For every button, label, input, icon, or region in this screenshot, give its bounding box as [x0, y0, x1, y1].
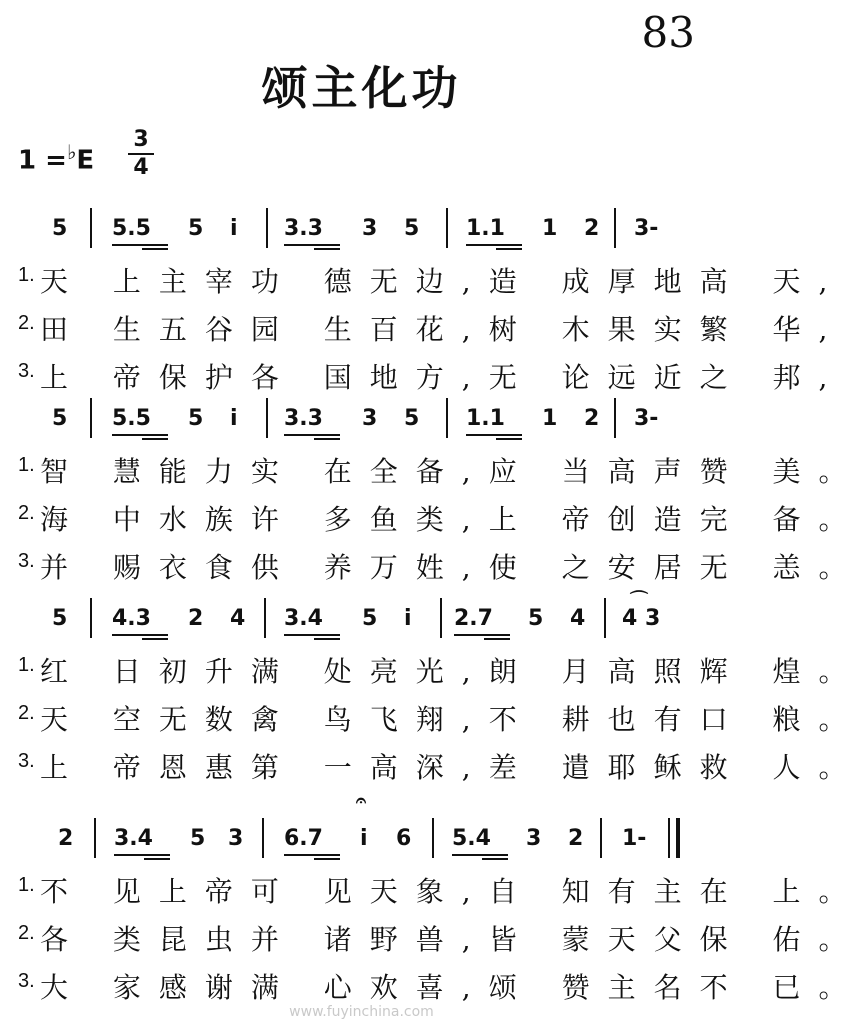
notation-row	[0, 398, 723, 446]
note: 3.3	[284, 216, 323, 241]
tie-mark: ⌒	[630, 590, 648, 611]
lyric-line	[0, 866, 865, 914]
lyric-text: 大 家感谢满 心欢喜,颂 赞主名不 已。	[40, 971, 865, 1004]
lyric-line	[0, 352, 846, 400]
note: 5	[52, 606, 68, 631]
lyric-line	[0, 304, 846, 352]
note: i	[230, 216, 238, 241]
note: 4	[230, 606, 246, 631]
verse-number: 1.	[18, 654, 35, 676]
music-system	[0, 790, 865, 1010]
lyric-line	[0, 494, 865, 542]
music-system	[0, 398, 865, 590]
note: 3.4	[284, 606, 323, 631]
note: 1	[542, 216, 558, 241]
lyric-text: 上 帝保护各 国地方,无 论远近之 邦,	[40, 361, 846, 394]
verse-number: 2.	[18, 922, 35, 944]
verse-number: 1.	[18, 874, 35, 896]
fermata-icon: 𝄐	[356, 790, 367, 811]
lyric-text: 天 空无数禽 鸟飞翔,不 耕也有口 粮。	[40, 703, 865, 736]
notation-row	[0, 590, 723, 646]
lyric-text: 天 上主宰功 德无边,造 成厚地高 天,	[40, 265, 846, 298]
note: 5.5	[112, 406, 151, 431]
key-prefix: 1 =	[18, 145, 67, 176]
verse-number: 1.	[18, 454, 35, 476]
note: 3	[228, 826, 244, 851]
notation-row	[0, 790, 723, 866]
note: i	[404, 606, 412, 631]
verse-number: 3.	[18, 750, 35, 772]
verse-number: 3.	[18, 550, 35, 572]
note: 3-	[634, 406, 659, 431]
lyric-text: 海 中水族许 多鱼类,上 帝创造完 备。	[40, 503, 865, 536]
note: 2	[568, 826, 584, 851]
lyric-text: 并 赐衣食供 养万姓,使 之安居无 恙。	[40, 551, 865, 584]
lyric-text: 上 帝恩惠第 一高深,差 遣耶稣救 人。	[40, 751, 865, 784]
page-number: 83	[641, 8, 695, 57]
page-title: 颂主化功	[261, 61, 462, 115]
note: 2.7	[454, 606, 493, 631]
note: i	[360, 826, 368, 851]
note: 3-	[634, 216, 659, 241]
lyric-line	[0, 914, 865, 962]
music-system	[0, 208, 846, 400]
note: 2	[188, 606, 204, 631]
time-top: 3	[133, 127, 149, 152]
note: 5	[362, 606, 378, 631]
note: 5	[52, 406, 68, 431]
note: 4 3	[622, 606, 661, 631]
verse-number: 3.	[18, 970, 35, 992]
lyric-line	[0, 962, 865, 1010]
note: 5	[188, 216, 204, 241]
note: 5	[404, 216, 420, 241]
watermark: www.fuyinchina.com	[289, 1004, 434, 1020]
note: 3	[526, 826, 542, 851]
note: 3.4	[114, 826, 153, 851]
note: 2	[584, 406, 600, 431]
note: 5	[52, 216, 68, 241]
note: 6	[396, 826, 412, 851]
final-barline	[668, 818, 680, 858]
key-signature	[18, 140, 94, 176]
music-system	[0, 590, 865, 790]
note: 1-	[622, 826, 647, 851]
flat-sign: ♭	[66, 140, 77, 164]
lyric-text: 智 慧能力实 在全备,应 当高声赞 美。	[40, 455, 865, 488]
lyric-line	[0, 256, 846, 304]
note: 6.7	[284, 826, 323, 851]
note: 4.3	[112, 606, 151, 631]
verse-number: 1.	[18, 264, 35, 286]
note: 5	[188, 406, 204, 431]
note: 2	[584, 216, 600, 241]
note: 4	[570, 606, 586, 631]
note: 3	[362, 406, 378, 431]
note: 5	[528, 606, 544, 631]
lyric-text: 各 类昆虫并 诸野兽,皆 蒙天父保 佑。	[40, 923, 865, 956]
lyric-text: 田 生五谷园 生百花,树 木果实繁 华,	[40, 313, 846, 346]
verse-number: 2.	[18, 312, 35, 334]
note: 5.4	[452, 826, 491, 851]
lyric-text: 红 日初升满 处亮光,朗 月高照辉 煌。	[40, 655, 865, 688]
time-signature	[128, 128, 154, 180]
note: 3	[362, 216, 378, 241]
notation-row	[0, 208, 723, 256]
time-bottom: 4	[133, 155, 149, 180]
verse-number: 2.	[18, 702, 35, 724]
note: 1.1	[466, 406, 505, 431]
key-note: E	[76, 145, 95, 176]
note: 5	[190, 826, 206, 851]
note: 3.3	[284, 406, 323, 431]
lyric-line	[0, 542, 865, 590]
lyric-text: 不 见上帝可 见天象,自 知有主在 上。	[40, 875, 865, 908]
note: 2	[58, 826, 74, 851]
lyric-line	[0, 694, 865, 742]
verse-number: 2.	[18, 502, 35, 524]
verse-number: 3.	[18, 360, 35, 382]
lyric-line	[0, 446, 865, 494]
note: 1.1	[466, 216, 505, 241]
note: 5.5	[112, 216, 151, 241]
lyric-line	[0, 742, 865, 790]
note: i	[230, 406, 238, 431]
note: 1	[542, 406, 558, 431]
note: 5	[404, 406, 420, 431]
lyric-line	[0, 646, 865, 694]
